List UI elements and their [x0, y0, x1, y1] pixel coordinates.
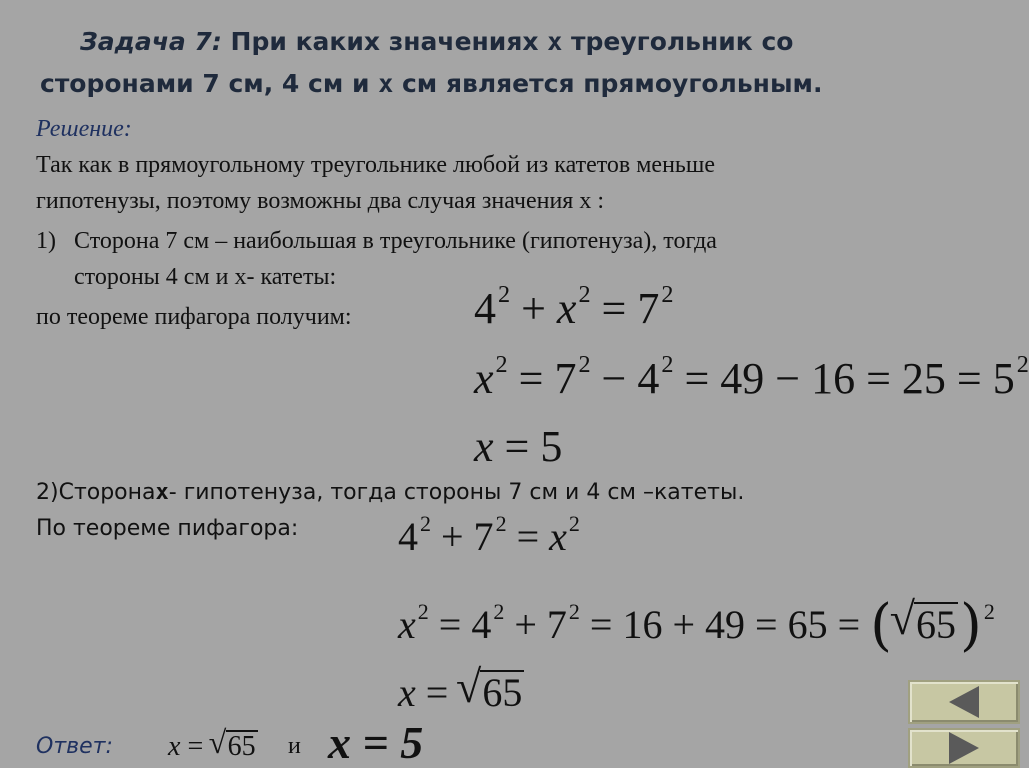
equation-case1-2: $x^2 = 7^2 - 4^2 = 49 - 16 = 25 = 5^2$	[474, 351, 1029, 403]
triangle-right-icon	[949, 732, 979, 764]
answer-x5: x = 5	[328, 717, 424, 768]
task-text-2a: сторонами 7 см, 4 см и	[40, 69, 370, 98]
equation-case2-2: $x^2 = 4^2 + 7^2 = 16 + 49 = 65$ = (√ 65)$^2$	[398, 598, 995, 654]
solution-heading: Решение:	[36, 116, 132, 142]
task-text-1a: При каких значениях	[230, 27, 539, 56]
task-title-line1	[80, 20, 793, 64]
case1-number: 1)	[36, 228, 56, 254]
case2-text-b: - гипотенуза, тогда стороны 7 см и 4 см –катеты.	[168, 480, 745, 505]
intro-line-2: гипотенузы, поэтому возможны два случая значения x :	[36, 188, 604, 214]
equation-case1-3: x = 5	[474, 422, 563, 471]
next-slide-button[interactable]	[908, 728, 1020, 768]
task-label: Задача 7:	[80, 27, 222, 56]
case1-line-1: Сторона 7 см – наибольшая в треугольнике (гипотенуза), тогда	[74, 228, 717, 254]
case2-var: x	[155, 480, 169, 505]
intro-line-1: Так как в прямоугольному треугольнике любой из катетов меньше	[36, 152, 716, 178]
answer-label: Ответ:	[36, 734, 113, 759]
equation-case2-1: $4^2 + 7^2 = x^2$	[398, 511, 580, 559]
answer-root: x = √ 65	[168, 730, 260, 761]
triangle-left-icon	[949, 686, 979, 718]
equation-case2-3: x = √ 65	[398, 670, 526, 714]
task-var-2: x	[378, 69, 394, 98]
previous-slide-button[interactable]	[908, 680, 1020, 724]
case2-theorem: По теореме пифагора:	[36, 516, 299, 541]
case1-theorem: по теореме пифагора получим:	[36, 304, 352, 330]
case1-line-2: стороны 4 см и x- катеты:	[74, 264, 337, 290]
case2-line-1	[36, 480, 744, 505]
task-text-2b: см является прямоугольным.	[401, 69, 823, 98]
equation-case1-1: $4^2 + x^2 = 7^2$	[474, 281, 674, 333]
case2-text-a: 2)Сторона	[36, 480, 156, 505]
answer-and: и	[288, 733, 301, 759]
task-title-line2	[40, 62, 823, 106]
task-var: x	[547, 27, 563, 56]
task-text-1b: треугольник со	[571, 27, 794, 56]
